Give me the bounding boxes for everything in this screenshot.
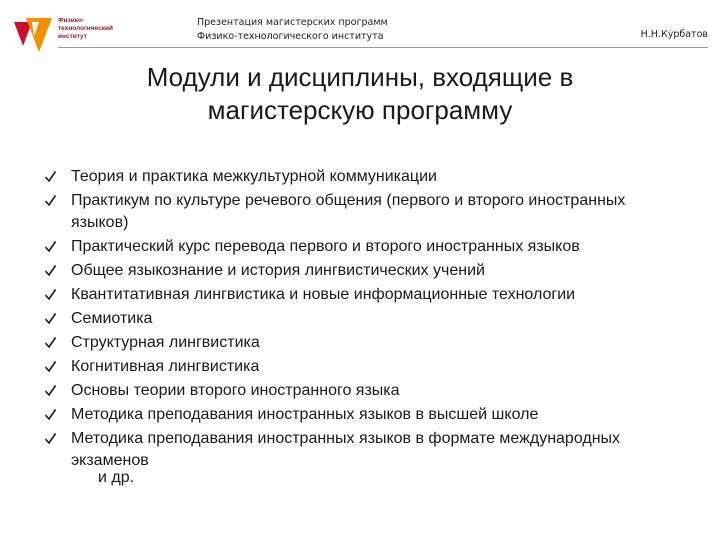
list-item: [44, 356, 684, 378]
list-item: [44, 260, 684, 282]
list-footnote: и др.: [98, 469, 135, 486]
list-item-text: Основы теории второго иностранного языка: [71, 382, 400, 399]
header-caption: [197, 16, 388, 44]
list-item: [44, 404, 684, 426]
list-item: [44, 380, 684, 402]
header-author: Н.Н.Курбатов: [640, 29, 708, 40]
list-item: [44, 236, 684, 258]
check-icon: [44, 336, 57, 349]
check-icon: [44, 384, 57, 397]
institute-logo-icon: [12, 16, 54, 54]
list-item-text: Методика преподавания иностранных языков в высшей школе: [71, 406, 539, 423]
check-icon: [44, 432, 57, 445]
header-divider: [58, 47, 708, 48]
check-icon: [44, 170, 57, 183]
list-item-text: Квантитативная лингвистика и новые информационные технологии: [71, 286, 576, 303]
logo-line: Физико-: [58, 17, 85, 24]
list-item: [44, 332, 684, 354]
check-icon: [44, 240, 57, 253]
check-icon: [44, 264, 57, 277]
slide-title-line-1: Модули и дисциплины, входящие в: [146, 62, 574, 92]
check-icon: [44, 194, 57, 207]
check-icon: [44, 408, 57, 421]
list-item: [44, 190, 684, 234]
header-caption-line-2: Физико-технологического института: [197, 31, 384, 42]
list-item: [44, 284, 684, 306]
list-item: [44, 428, 684, 472]
header-caption-line-1: Презентация магистерских программ: [197, 17, 388, 28]
logo-line: технологический: [58, 25, 113, 32]
list-item-text: Общее языкознание и история лингвистических учений: [71, 262, 485, 279]
slide-title-line-2: магистерскую программу: [207, 95, 513, 125]
slide-title: [100, 61, 620, 127]
list-item-text: Практический курс перевода первого и второго иностранных языков: [71, 238, 580, 255]
list-item: [44, 166, 684, 188]
list-item-text: Когнитивная лингвистика: [71, 358, 260, 375]
list-item-text: Практикум по культуре речевого общения (первого и второго иностранных языков): [71, 192, 626, 231]
logo-text: [58, 17, 128, 41]
logo-line: институт: [58, 33, 87, 40]
list-item: [44, 308, 684, 330]
check-icon: [44, 312, 57, 325]
discipline-list: [44, 166, 684, 474]
check-icon: [44, 288, 57, 301]
list-item-text: Структурная лингвистика: [71, 334, 260, 351]
list-item-text: Методика преподавания иностранных языков в формате международных экзаменов: [71, 430, 621, 469]
list-item-text: Семиотика: [71, 310, 153, 327]
check-icon: [44, 360, 57, 373]
list-item-text: Теория и практика межкультурной коммуникации: [71, 168, 437, 185]
